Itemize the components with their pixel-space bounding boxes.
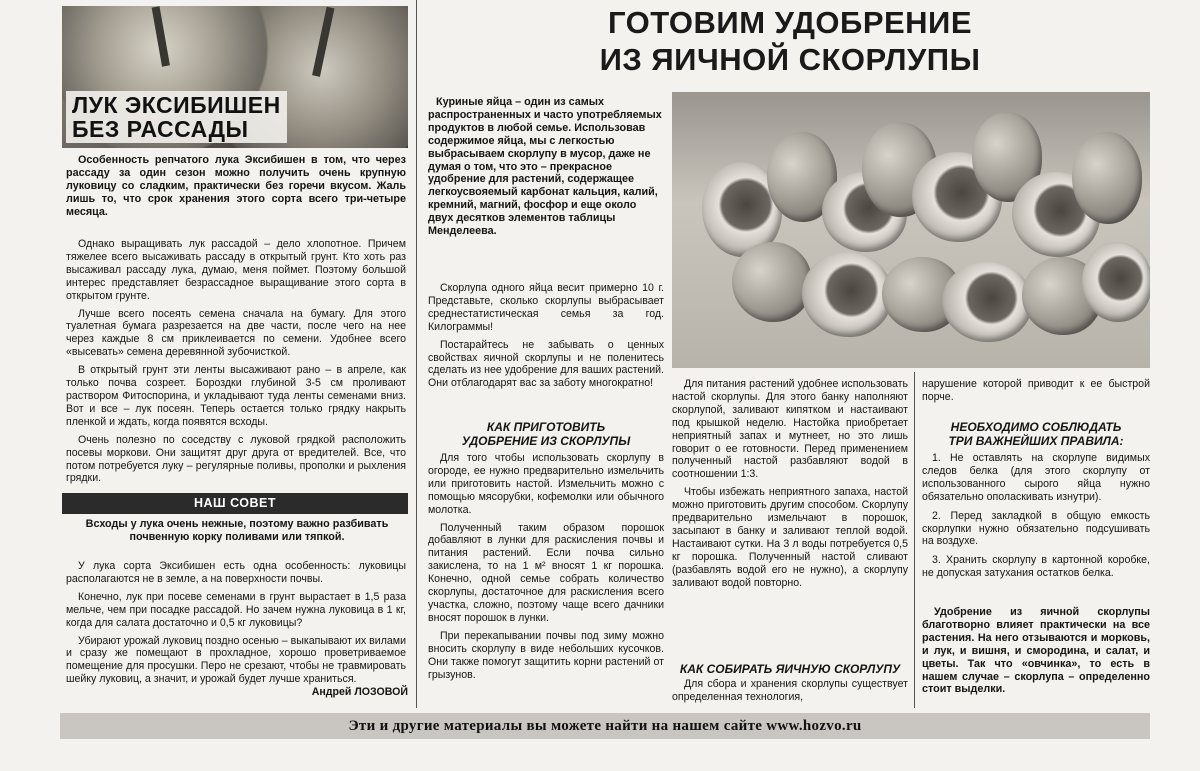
egg-lead [428,96,664,243]
rules-list [922,452,1150,586]
main-headline-line: ГОТОВИМ УДОБРЕНИЕ [607,5,973,40]
onion-paragraph: В открытый грунт эти ленты высаживают рано – в апреле, как только почва созреет. Бороздки глубиной 3-5 см проливают раствором Фитоспорина, и укладывают туда ленты семенами вниз. Вот и все – лук посеян. Теперь остается только грядку накрыть пленкой и ждать, когда появятся всходы. [66,364,406,428]
subhead-collect: КАК СОБИРАТЬ ЯИЧНУЮ СКОРЛУПУ [679,662,901,676]
onion-paragraph: У лука сорта Эксибишен есть одна особенность: луковицы располагаются не в земле, а на поверхности почвы. [66,560,406,585]
onion-headline [66,91,287,143]
egg-col2-body-2 [428,452,664,686]
egg-col2-body [428,282,664,395]
rule-item: 1. Не оставлять на скорлупе видимых следов белка (для этого скорлупу от использованного сырого яйца нужно обязательно ополаскивать изнутри). [922,452,1150,503]
egg-col3-body [672,378,908,595]
onion-headline-line: ЛУК ЭКСИБИШЕН [72,92,281,118]
egg-col3-tail [672,678,908,709]
sovet-text: Всходы у лука очень нежные, поэтому важно разбивать почвенную корку поливами или тяпкой. [85,518,389,543]
subhead-line: УДОБРЕНИЕ ИЗ СКОРЛУПЫ [461,434,631,448]
author-signature: Андрей ЛОЗОВОЙ [311,686,408,698]
main-headline [430,4,1150,78]
eggshell [802,252,892,337]
egg-paragraph: нарушение которой приводит к ее быстрой порче. [922,378,1150,403]
egg-paragraph: Чтобы избежать неприятного запаха, настой можно приготовить другим способом. Скорлупу предварительно измельчают в порошок, засыпают в банку и заливают теплой водой. Настаивают сутки. На 3 л воды потребуется 0,5 кг порошка. Полученный настой сливают (разбавлять водой его не нужно), а скорлупу заливают водой повторно. [672,486,908,589]
onion-body-1 [66,238,406,490]
onion-stem [152,6,170,66]
eggshell [942,262,1032,342]
eggshell [1072,132,1142,224]
eggshell [732,242,812,322]
onion-headline-line: БЕЗ РАССАДЫ [72,116,249,142]
egg-conclusion [922,606,1150,701]
onion-body-2 [66,560,406,691]
egg-col4-head [922,378,1150,409]
eggshell-photo [672,92,1150,368]
column-divider [416,0,417,708]
main-headline-line: ИЗ ЯИЧНОЙ СКОРЛУПЫ [599,42,981,77]
onion-paragraph: Убирают урожай луковиц поздно осенью – выкапывают их вилами и сразу же помещают в прохладное, хорошо проветриваемое помещение для просушки. Перо не срезают, чтобы не травмировать шейку луковиц, а значит, и урожай будет лучше храниться. [66,634,406,686]
egg-lead-text: Куриные яйца – один из самых распространенных и часто употребляемых продуктов в любой семье. Использовав содержимое яйца, мы с легкостью выбрасываем скорлупу в мусор, даже не думая о том, что это – прекрасное удобрение для растений, содержащее легкоусвояемый карбонат кальция, калий, кремний, магний, фосфор и еще около двух десятков элементов таблицы Менделеева. [428,96,662,238]
onion-paragraph: Лучше всего посеять семена сначала на бумагу. Для этого туалетная бумага разрезается на две части, после чего на нее через каждые 8 см приклеивается по семени. Удобнее всего «высевать» семена деревянной зубочисткой. [66,307,406,359]
onion-photo [62,6,408,148]
onion-lead [66,154,406,224]
eggshell [1082,242,1150,322]
subhead-line: ТРИ ВАЖНЕЙШИХ ПРАВИЛА: [948,434,1124,448]
subhead-line: КАК ПРИГОТОВИТЬ [486,420,606,434]
onion-lead-text: Особенность репчатого лука Эксибишен в том, что через рассаду за один сезон можно получить очень крупную луковицу со сладким, практически без горечи вкусом. Жаль лишь то, что срок хранения этого сорта всего три-четыре месяца. [66,154,406,218]
egg-paragraph: При перекапывании почвы под зиму можно вносить скорлупу в виде небольших кусочков. Они также помогут защитить корни растений от грызунов. [428,629,664,681]
egg-conclusion-text: Удобрение из яичной скорлупы благотворно влияет практически на все растения. На него отзываются и морковь, и лук, и вишня, и смородина, и салат, и цветы. Так что «овчинка», то есть в нашем случае – скорлупа – определенно стоит выделки. [922,606,1150,696]
rule-item: 3. Хранить скорлупу в картонной коробке, не допуская затухания остатков белка. [922,554,1150,580]
column-divider [914,372,915,708]
egg-paragraph: Скорлупа одного яйца весит примерно 10 г. Представьте, сколько скорлупы выбрасывает среднестатистическая семья за год. Килограммы! [428,282,664,333]
subhead-rules [922,420,1150,448]
rule-item: 2. Перед закладкой в общую емкость скорлупки нужно обязательно подсушивать на воздухе. [922,509,1150,548]
subhead-prepare [428,420,664,448]
onion-stem [312,7,334,77]
sovet-title: НАШ СОВЕТ [62,493,408,514]
egg-paragraph: Для сбора и хранения скорлупы существует определенная технология, [672,678,908,703]
egg-paragraph: Полученный таким образом порошок добавляют в лунки для раскисления почвы и питания растений. Если почва сильно закислена, то на 1 м² вносят 1 кг порошка. Конечно, одной семье собрать количество скорлупы, достаточное для раскисления всего участка, сложно, поэтому чаще всего дачники вносят порошок в лунки. [428,521,664,624]
footer-website-note: Эти и другие материалы вы можете найти на нашем сайте www.hozvo.ru [60,713,1150,739]
onion-paragraph: Однако выращивать лук рассадой – дело хлопотное. Причем тяжелее всего высаживать рассаду в открытый грунт. Кто хоть раз высаживал рассаду лука, думаю, меня поймет. Поэтому большой интерес представляет безрассадное выращивание этого сорта в открытом грунте. [66,238,406,302]
onion-paragraph: Конечно, лук при посеве семенами в грунт вырастает в 1,5 раза мельче, чем при посадке рассадой. Но зачем нужна луковица в 1 кг, когда для салата достаточно и 0,5 кг луковицы? [66,590,406,629]
egg-paragraph: Для питания растений удобнее использовать настой скорлупы. Для этого банку наполняют скорлупой, заливают кипятком и настаивают под крышкой неделю. Настойка приобретает неприятный запах и мутнеет, но это лишь говорит о ее готовности. Перед применением полученный настой разбавляют водой в соотношении 1:3. [672,378,908,481]
egg-paragraph: Для того чтобы использовать скорлупу в огороде, ее нужно предварительно измельчить или приготовить настой. Измельчить можно с помощью мясорубки, кофемолки или обычного молотка. [428,452,664,516]
subhead-line: НЕОБХОДИМО СОБЛЮДАТЬ [950,420,1122,434]
onion-paragraph: Очень полезно по соседству с луковой грядкой расположить посевы моркови. Они защитят друг друга от вредителей. Все, что потом потребуется луку – регулярные поливы, прополки и рыхления грядки. [66,433,406,485]
egg-paragraph: Постарайтесь не забывать о ценных свойствах яичной скорлупы и не поленитесь сделать из нее удобрение для ваших растений. Они отблагодарят вас за заботу многократно! [428,338,664,390]
